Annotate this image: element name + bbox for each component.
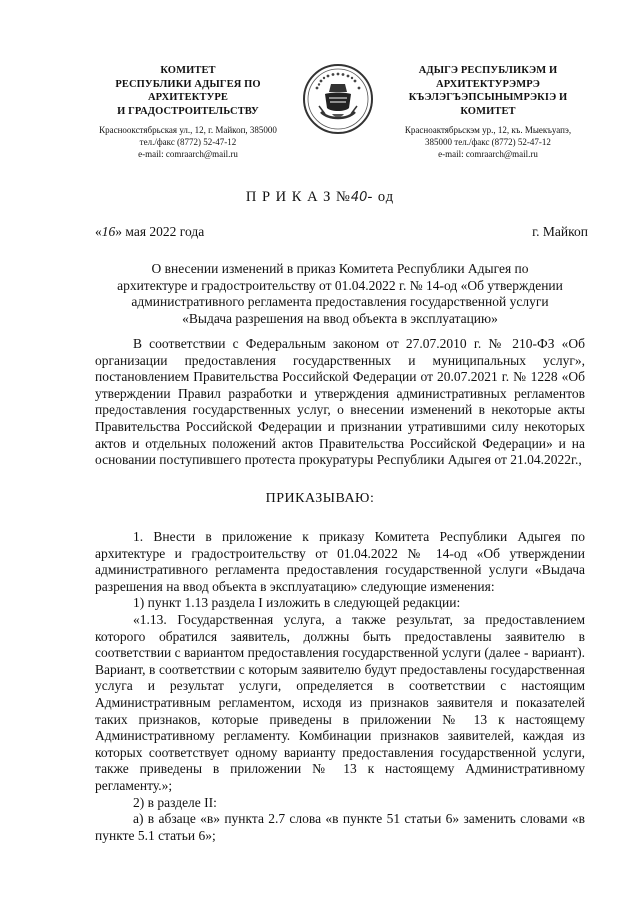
body-item-1: 1. Внести в приложение к приказу Комитета Республики Адыгея по архитектуре и градостроительству от 01.04.2022 № 14-од «Об утверждении административного регламента предоставления государственной услуги «Выдача разрешения на ввод объекта в эксплуатацию» следующие изменения: [95,529,585,594]
org-address-russian: Красноокстябрьская ул., 12, г. Майкоп, 385000 тел./факс (8772) 52-47-12 e-mail: comraarch@mail.ru [99,125,277,159]
org-address-adyghe: Красноактябрьскэм ур., 12, къ. Мыекъуапэ, 385000 тел./факс (8772) 52-47-12 e-mail: comraarch@mail.ru [404,125,572,159]
org-name-russian: КОМИТЕТ РЕСПУБЛИКИ АДЫГЕЯ ПО АРХИТЕКТУРЕ И ГРАДОСТРОИТЕЛЬСТВУ [115,65,261,117]
org-name-adyghe: АДЫГЭ РЕСПУБЛИКЭМ И АРХИТЕКТУРЭМРЭ КЪЭЛЭГЪЭПСЫНЫМРЭКІЭ И КОМИТЕТ [408,65,568,117]
order-title-suffix: - од [367,189,395,205]
order-date: «16» мая 2022 года [95,224,205,239]
header-left-block [88,64,288,160]
body-item-2: 2) в разделе II: [133,794,217,810]
body-item-1-1: 1) пункт 1.13 раздела I изложить в следующей редакции: [133,595,461,611]
body-item-2a: а) в абзаце «в» пункта 2.7 слова «в пункте 51 статьи 6» заменить словами «в пункте 5.1 статьи 6»; [95,811,585,843]
order-title [0,189,640,206]
body-item-1-13: «1.13. Государственная услуга, а также результат, за предоставлением которого обратился заявитель, должны быть предоставлены заявителю в соответствии с вариантом предоставления государственной услуги (далее - вариант). Вариант, в соответствии с которым заявителю будут предоставлены государственная услуга и результат услуги, определяется в соответствии с настоящим Административным регламентом, исходя из признаков заявителя и показателей таких признаков, которые приведены в приложении № 13 к настоящему Административному регламенту. Комбинации признаков заявителей, каждая из которых соответствует одному варианту предоставления государственной услуги, также приведены в приложении № 13 к настоящему Административному регламенту.»; [95,611,585,793]
preamble-paragraph: В соответствии с Федеральным законом от 27.07.2010 г. № 210-ФЗ «Об организации предоставления государственных и муниципальных услуг», постановлением Правительства Российской Федерации от 20.07.2021 г. № 1228 «Об утверждении Правил разработки и утверждения административных регламентов предоставления государственных услуг, о внесении изменений в некоторые акты Правительства Российской Федерации и признании утратившими силу некоторых актов и отдельных положений актов Правительства Российской Федерации» и на основании поступившего протеста прокуратуры Республики Адыгея от 21.04.2022г., [95,336,585,468]
order-title-prefix: П Р И К А З № [245,189,351,205]
coat-of-arms-icon [301,62,375,136]
order-number: 40 [350,190,368,205]
header-right-block [388,64,588,160]
order-word: ПРИКАЗЫВАЮ: [265,491,375,506]
order-body [95,529,585,844]
order-day: 16 [101,224,116,239]
order-city: г. Майкоп [532,224,588,239]
order-subject: О внесении изменений в приказ Комитета Республики Адыгея по архитектуре и градостроительству от 01.04.2022 г. № 14-од «Об утверждении административного регламента предоставления государственной услуги «Выдача разрешения на ввод объекта в эксплуатацию» [117,261,563,326]
